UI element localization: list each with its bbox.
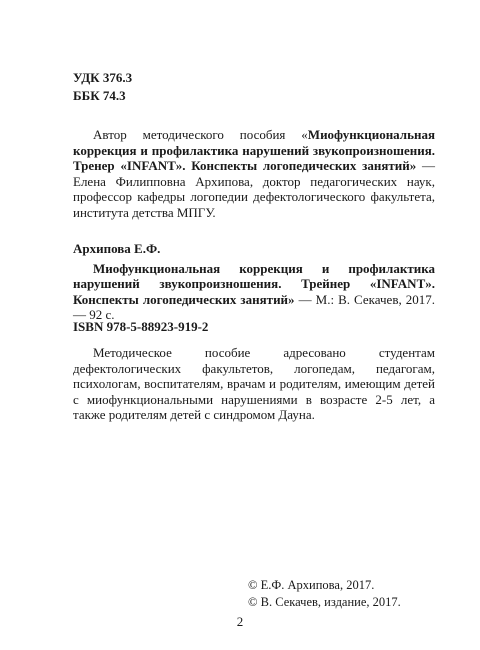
bibliographic-record (73, 241, 435, 323)
biblio-description (73, 261, 435, 323)
annotation (73, 345, 435, 423)
biblio-title: Миофункциональная коррекция и профилактика нарушений звукопроизношения. Трейнер «INFANT». Конспекты логопедических занятий» (73, 260, 435, 307)
copyright-publisher: © В. Секачев, издание, 2017. (248, 595, 401, 609)
author-note-title: Миофункциональная коррекция и профилактика нарушений звукопроизношения. Тренер «INFANT». Конспекты логопедических занятий» (73, 127, 435, 173)
annotation-text: Методическое пособие адресовано студентам дефектологических факультетов, логопедам, педагогам, психологам, воспитателям, врачам и родителям, имеющим детей с миофункциональными нарушениями в возрасте 2-5 лет, а также родителям детей с синдромом Дауна. (73, 345, 435, 422)
bbk-code: ББК 74.3 (73, 88, 126, 103)
udk-code: УДК 376.3 (73, 70, 133, 85)
page-number: 2 (236, 614, 244, 629)
author-note-lead: Автор методического пособия « (93, 127, 308, 142)
author-note (73, 127, 435, 220)
author-note-paragraph (73, 127, 435, 220)
copyright-author: © Е.Ф. Архипова, 2017. (248, 578, 375, 592)
biblio-author: Архипова Е.Ф. (73, 241, 161, 256)
biblio-imprint: — М.: В. Секачев, 2017. — 92 с. (73, 291, 435, 322)
isbn: ISBN 978-5-88923-919-2 (73, 319, 209, 334)
classification-codes (73, 69, 132, 105)
author-note-rest: — Елена Филипповна Архипова, доктор педагогических наук, профессор кафедры логопедии дефектологического факультета, института детства МПГУ. (73, 158, 436, 220)
copyright-block (248, 577, 401, 611)
